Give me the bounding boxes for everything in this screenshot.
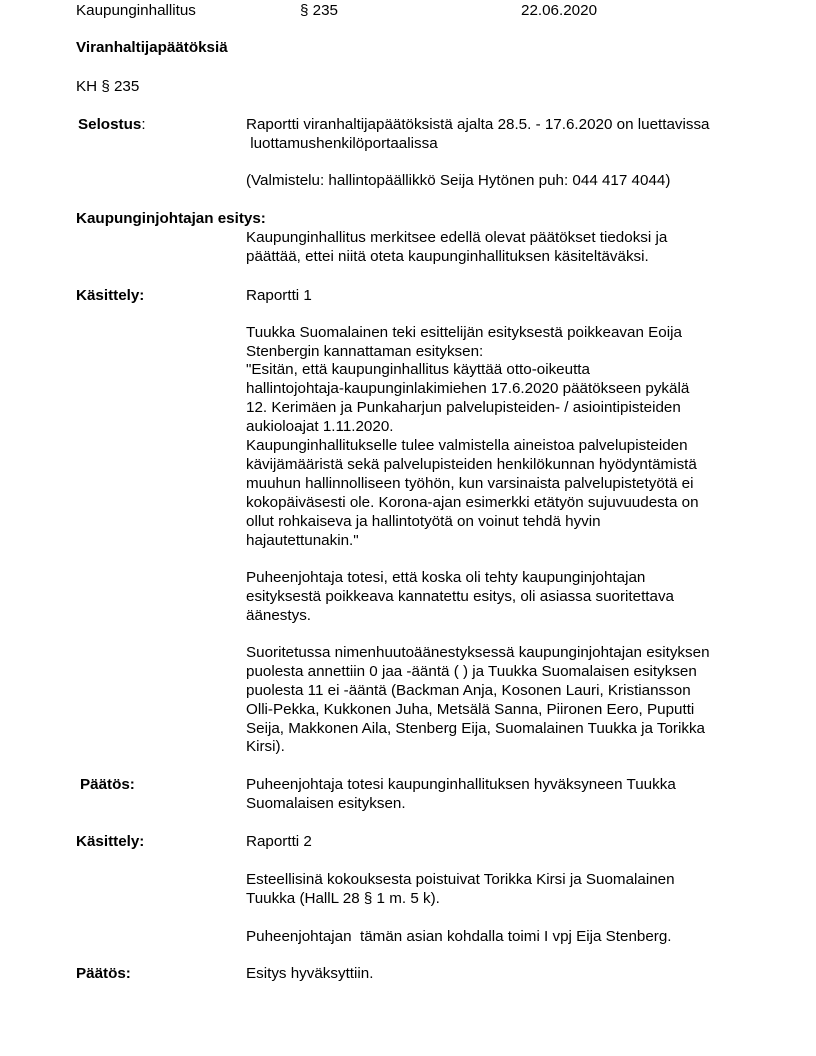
selostus-label bbox=[78, 115, 146, 134]
kasittely1-line-8: Kaupunginhallitukselle tulee valmistella aineistoa palvelupisteiden bbox=[246, 437, 688, 454]
selostus-line-3: (Valmistelu: hallintopäällikkö Seija Hytönen puh: 044 417 4044) bbox=[246, 172, 671, 189]
kasittely1-line-20: Olli-Pekka, Kukkonen Juha, Metsälä Sanna, Piironen Eero, Puputti bbox=[246, 701, 695, 718]
kasittely1-line-19: puolesta 11 ei -ääntä (Backman Anja, Kosonen Lauri, Kristiansson bbox=[246, 682, 691, 699]
kasittely1-line-11: kokopäiväsesti ole. Korona-ajan esimerkki etätyön sujuvuudesta on bbox=[246, 494, 699, 511]
kasittely1-line-10: muuhun hallinnolliseen työhön, kun varsinaista palvelupistetyötä ei bbox=[246, 475, 694, 492]
kasittely1-line-17: Suoritetussa nimenhuutoäänestyksessä kaupunginjohtajan esityksen bbox=[246, 644, 710, 661]
paatos1-line-1: Puheenjohtaja totesi kaupunginhallituksen hyväksyneen Tuukka bbox=[246, 776, 676, 793]
paatos1-line-2: Suomalaisen esityksen. bbox=[246, 795, 406, 812]
header-body: Kaupunginhallitus bbox=[76, 2, 196, 19]
header-date: 22.06.2020 bbox=[521, 2, 598, 19]
selostus-line-1: Raportti viranhaltijapäätöksistä ajalta 28.5. - 17.6.2020 on luettavissa bbox=[246, 116, 710, 133]
kasittely1-line-5: hallintojohtaja-kaupunginlakimiehen 17.6.2020 päätökseen pykälä bbox=[246, 380, 690, 397]
selostus-label-colon: : bbox=[141, 116, 146, 133]
selostus-line-2: luottamushenkilöportaalissa bbox=[246, 135, 438, 152]
kasittely1-line-4: "Esitän, että kaupunginhallitus käyttää otto-oikeutta bbox=[246, 361, 590, 378]
selostus-label-text: Selostus bbox=[78, 116, 142, 133]
kasittely2-line-1: Raportti 2 bbox=[246, 833, 312, 850]
document-ref: KH § 235 bbox=[76, 78, 140, 95]
esitys-line-1: Kaupunginhallitus merkitsee edellä olevat päätökset tiedoksi ja bbox=[246, 229, 668, 246]
kasittely2-label: Käsittely: bbox=[76, 833, 145, 850]
kasittely1-line-21: Seija, Makkonen Aila, Stenberg Eija, Suomalainen Tuukka ja Torikka bbox=[246, 720, 705, 737]
document-title: Viranhaltijapäätöksiä bbox=[76, 39, 228, 56]
kasittely1-line-7: aukioloajat 1.11.2020. bbox=[246, 418, 394, 435]
kasittely1-line-12: ollut rohkaiseva ja hallintotyötä on voinut tehdä hyvin bbox=[246, 513, 601, 530]
esitys-line-2: päättää, ettei niitä oteta kaupunginhallituksen käsiteltäväksi. bbox=[246, 248, 649, 265]
kasittely1-line-1: Raportti 1 bbox=[246, 287, 312, 304]
kasittely1-line-15: esityksestä poikkeava kannatettu esitys, oli asiassa suoritettava bbox=[246, 588, 675, 605]
kasittely2-line-4: Puheenjohtajan tämän asian kohdalla toimi I vpj Eija Stenberg. bbox=[246, 928, 672, 945]
kasittely1-line-2: Tuukka Suomalainen teki esittelijän esityksestä poikkeavan Eoija bbox=[246, 324, 682, 341]
paatos2-line-1: Esitys hyväksyttiin. bbox=[246, 965, 374, 982]
kasittely1-label: Käsittely: bbox=[76, 287, 145, 304]
esitys-label: Kaupunginjohtajan esitys: bbox=[76, 210, 266, 227]
header-section: § 235 bbox=[300, 2, 339, 19]
paatos1-label: Päätös: bbox=[80, 776, 135, 793]
kasittely1-line-16: äänestys. bbox=[246, 607, 312, 624]
kasittely1-line-14: Puheenjohtaja totesi, että koska oli tehty kaupunginjohtajan bbox=[246, 569, 646, 586]
kasittely1-line-6: 12. Kerimäen ja Punkaharjun palvelupisteiden- / asiointipisteiden bbox=[246, 399, 681, 416]
kasittely1-line-3: Stenbergin kannattaman esityksen: bbox=[246, 343, 484, 360]
kasittely1-line-22: Kirsi). bbox=[246, 738, 285, 755]
kasittely2-line-3: Tuukka (HallL 28 § 1 m. 5 k). bbox=[246, 890, 440, 907]
kasittely1-line-18: puolesta annettiin 0 jaa -ääntä ( ) ja Tuukka Suomalaisen esityksen bbox=[246, 663, 697, 680]
paatos2-label: Päätös: bbox=[76, 965, 131, 982]
kasittely2-line-2: Esteellisinä kokouksesta poistuivat Torikka Kirsi ja Suomalainen bbox=[246, 871, 675, 888]
kasittely1-line-13: hajautettunakin." bbox=[246, 532, 359, 549]
kasittely1-line-9: kävijämääristä sekä palvelupisteiden henkilökunnan hyödyntämistä bbox=[246, 456, 697, 473]
